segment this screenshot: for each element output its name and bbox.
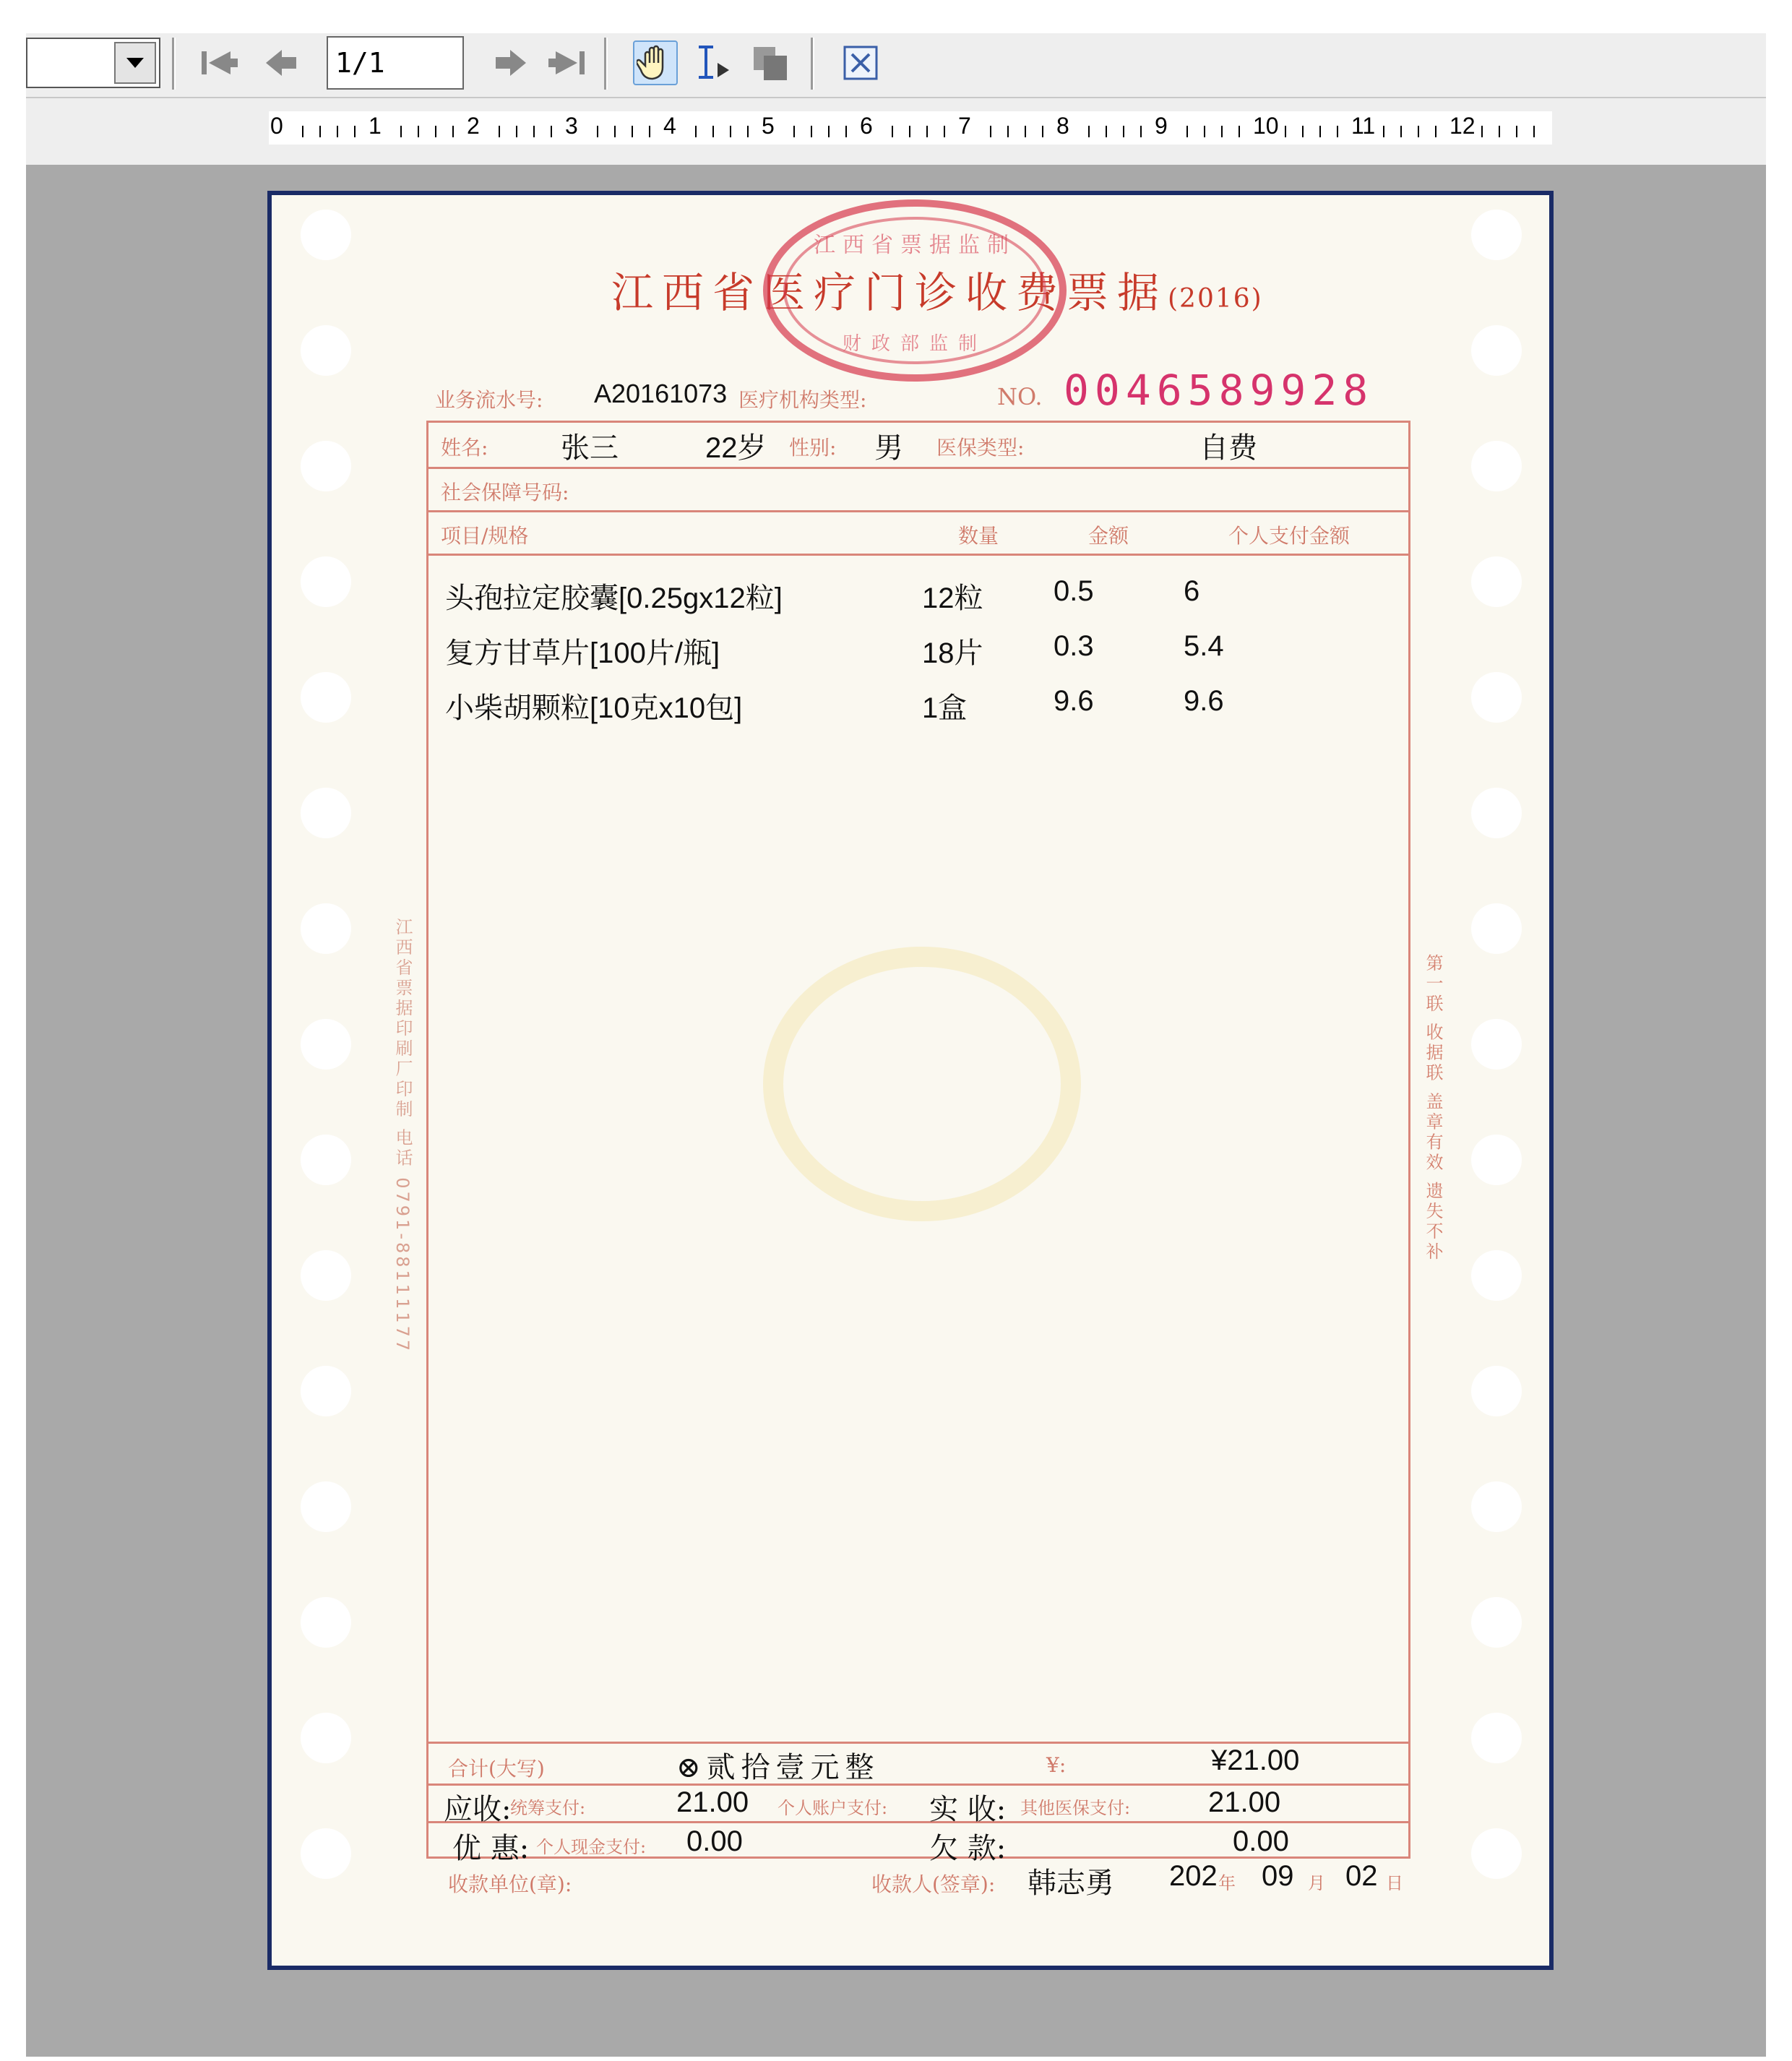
patient-age: 22岁 <box>705 432 767 464</box>
total-label: 合计(大写) <box>448 1757 545 1781</box>
perforation-hole <box>1471 210 1522 260</box>
ruler-area <box>26 98 1766 165</box>
total-in-words <box>676 1744 880 1786</box>
horizontal-ruler <box>269 111 1552 145</box>
item-qty: 1盒 <box>922 692 968 724</box>
personal-account-label: 个人账户支付: <box>777 1798 888 1818</box>
perforation-hole <box>301 556 351 607</box>
ruler-tick <box>337 126 338 137</box>
official-seal <box>763 199 1067 382</box>
ruler-tick <box>1383 126 1384 137</box>
perforation-hole <box>301 1019 351 1070</box>
serial-value: A20161073 <box>594 379 728 408</box>
perforation-hole <box>301 1135 351 1185</box>
payee-unit-label: 收款单位(章): <box>448 1872 572 1896</box>
perforation-hole <box>301 1366 351 1416</box>
ruler-number: 1 <box>369 113 382 139</box>
ruler-tick <box>1400 126 1402 137</box>
patient-name: 张三 <box>561 432 619 464</box>
item-qty: 12粒 <box>922 582 983 614</box>
row-divider <box>426 467 1410 469</box>
ruler-tick <box>551 126 552 137</box>
ruler-tick <box>909 126 910 137</box>
ruler-tick <box>1481 126 1483 137</box>
row-divider <box>426 554 1410 556</box>
copy-info-text: 第一联 收据联 盖章有效 遗失不补 <box>1423 954 1443 1262</box>
ruler-tick <box>1285 126 1286 137</box>
perforation-hole <box>301 210 351 260</box>
receipt-year: (2016) <box>1168 284 1263 314</box>
document-page <box>267 191 1554 1970</box>
ruler-tick <box>1186 126 1188 137</box>
ruler-tick <box>400 126 402 137</box>
ruler-tick <box>1025 126 1026 137</box>
prev-page-button[interactable] <box>259 40 303 85</box>
perforation-hole <box>301 1597 351 1648</box>
toolbar <box>26 33 1766 98</box>
ruler-number: 11 <box>1351 113 1376 139</box>
receivable-label: 应收: <box>444 1793 512 1826</box>
owed-value: 0.00 <box>1233 1825 1289 1857</box>
receivable-value: 21.00 <box>676 1786 749 1818</box>
column-header-amount: 金额 <box>1088 524 1129 548</box>
row-divider <box>426 510 1410 512</box>
perforation-hole <box>301 441 351 491</box>
toolbar-separator <box>811 38 814 90</box>
ruler-number: 12 <box>1449 113 1476 139</box>
ruler-tick <box>1533 126 1535 137</box>
total-words-text: 贰拾壹元整 <box>706 1751 880 1784</box>
ruler-tick <box>1042 126 1043 137</box>
perforation-hole <box>1471 672 1522 723</box>
date-month-label: 月 <box>1308 1873 1325 1893</box>
ruler-tick <box>712 126 714 137</box>
item-qty: 18片 <box>922 637 983 669</box>
row-divider <box>426 1742 1410 1744</box>
ruler-number: 5 <box>762 113 775 139</box>
received-label: 实 收: <box>929 1793 1007 1826</box>
ruler-tick <box>499 126 500 137</box>
ruler-tick <box>1418 126 1419 137</box>
ruler-number: 3 <box>565 113 578 139</box>
item-name: 小柴胡颗粒[10克x10包] <box>445 692 743 724</box>
ruler-tick <box>1319 126 1321 137</box>
yen-label: ¥: <box>1046 1753 1067 1777</box>
ruler-tick <box>811 126 812 137</box>
ruler-number: 6 <box>860 113 873 139</box>
institution-type-label: 医疗机构类型: <box>738 388 867 412</box>
item-name: 头孢拉定胶囊[0.25gx12粒] <box>445 582 783 614</box>
receipt-title-text: 江西省医疗门诊收费票据 <box>611 268 1168 317</box>
page-number-input[interactable]: 1/1 <box>327 36 464 90</box>
ruler-number: 2 <box>467 113 480 139</box>
ruler-tick <box>1239 126 1240 137</box>
ruler-tick <box>845 126 847 137</box>
perforation-hole <box>301 788 351 838</box>
cash-label: 个人现金支付: <box>536 1837 647 1857</box>
perforation-hole <box>1471 903 1522 954</box>
ruler-tick <box>1204 126 1205 137</box>
patient-gender: 男 <box>874 432 903 464</box>
item-personal: 6 <box>1184 575 1200 607</box>
ruler-number: 7 <box>958 113 971 139</box>
collector-label: 收款人(签章): <box>871 1872 996 1896</box>
ruler-number: 4 <box>663 113 676 139</box>
perforation-hole <box>1471 1019 1522 1070</box>
date-month: 09 <box>1262 1860 1294 1892</box>
first-page-button[interactable] <box>197 40 241 85</box>
perforation-hole <box>301 672 351 723</box>
total-amount: ¥21.00 <box>1211 1744 1300 1776</box>
ruler-tick <box>1499 126 1500 137</box>
item-amount: 0.3 <box>1054 630 1094 662</box>
ruler-tick <box>435 126 436 137</box>
ruler-tick <box>747 126 749 137</box>
ruler-tick <box>1516 126 1517 137</box>
perforation-hole <box>1471 1135 1522 1185</box>
item-amount: 9.6 <box>1054 685 1094 717</box>
insurance-type-label: 医保类型: <box>936 436 1025 460</box>
receipt-number: 0046589928 <box>1064 366 1374 415</box>
text-select-button[interactable] <box>691 40 736 85</box>
ruler-tick <box>1123 126 1124 137</box>
ruler-tick <box>1221 126 1223 137</box>
ruler-tick <box>649 126 650 137</box>
perforation-hole <box>301 1828 351 1879</box>
ruler-tick <box>926 126 928 137</box>
column-header-personal: 个人支付金额 <box>1228 524 1351 548</box>
ruler-tick <box>1337 126 1338 137</box>
column-header-item: 项目/规格 <box>441 524 529 548</box>
total-words-prefix: ⊗ <box>676 1751 707 1784</box>
date-day-label: 日 <box>1386 1873 1403 1893</box>
ruler-tick <box>793 126 795 137</box>
zoom-select[interactable] <box>26 38 160 88</box>
ruler-tick <box>533 126 535 137</box>
toolbar-separator <box>172 38 176 90</box>
perforation-hole <box>1471 556 1522 607</box>
insurance-type: 自费 <box>1199 432 1257 464</box>
ruler-tick <box>516 126 517 137</box>
ruler-tick <box>1088 126 1090 137</box>
ruler-tick <box>1007 126 1009 137</box>
arrow-right-icon <box>493 47 529 79</box>
ruler-tick <box>1140 126 1142 137</box>
copy-icon <box>751 43 791 83</box>
row-divider <box>426 1784 1410 1786</box>
no-label: NO. <box>997 383 1043 410</box>
row-divider <box>426 1821 1410 1823</box>
ruler-tick <box>1302 126 1304 137</box>
perforation-hole <box>1471 788 1522 838</box>
report-viewer <box>26 33 1766 2057</box>
next-page-button[interactable] <box>488 40 533 85</box>
last-page-button[interactable] <box>545 40 590 85</box>
date-day: 02 <box>1345 1860 1378 1892</box>
ruler-tick <box>695 126 697 137</box>
collector-name: 韩志勇 <box>1028 1867 1114 1899</box>
ruler-tick <box>614 126 616 137</box>
ruler-tick <box>418 126 419 137</box>
date-year: 202 <box>1169 1860 1218 1892</box>
receipt-paper <box>272 195 1549 1966</box>
ruler-tick <box>632 126 633 137</box>
seal-top-text: 江西省票据监制 <box>814 233 1016 258</box>
perforation-hole <box>1471 1828 1522 1879</box>
ruler-tick <box>990 126 991 137</box>
perforation-hole <box>301 903 351 954</box>
toolbar-separator <box>604 38 608 90</box>
ruler-tick <box>828 126 830 137</box>
discount-label: 优 惠: <box>452 1832 530 1865</box>
chevron-down-icon <box>126 58 144 68</box>
ruler-tick <box>944 126 945 137</box>
text-cursor-icon <box>693 43 733 83</box>
gender-label: 性别: <box>789 436 837 460</box>
perforation-hole <box>1471 1366 1522 1416</box>
ruler-tick <box>319 126 321 137</box>
perforation-hole <box>301 1713 351 1763</box>
first-page-icon <box>199 47 239 79</box>
serial-label: 业务流水号: <box>435 388 543 412</box>
received-value: 21.00 <box>1208 1786 1281 1818</box>
name-label: 姓名: <box>441 436 488 460</box>
arrow-left-icon <box>263 47 299 79</box>
plan-pay-label: 统筹支付: <box>510 1798 586 1818</box>
perforation-hole <box>1471 1597 1522 1648</box>
owed-label: 欠 款: <box>929 1832 1007 1865</box>
hand-tool-button[interactable] <box>633 40 678 85</box>
perforation-hole <box>301 1481 351 1532</box>
ruler-number: 10 <box>1253 113 1279 139</box>
perforation-hole <box>1471 1481 1522 1532</box>
social-security-label: 社会保障号码: <box>441 481 569 504</box>
perforation-hole <box>1471 1713 1522 1763</box>
dropdown-button[interactable] <box>114 42 156 84</box>
ruler-number: 0 <box>270 113 283 139</box>
perforation-hole <box>301 1250 351 1301</box>
item-amount: 0.5 <box>1054 575 1094 607</box>
ruler-tick <box>597 126 598 137</box>
ruler-tick <box>1435 126 1436 137</box>
perforation-hole <box>1471 441 1522 491</box>
ruler-tick <box>302 126 303 137</box>
column-header-qty: 数量 <box>958 524 999 548</box>
ruler-number: 9 <box>1155 113 1168 139</box>
ruler-tick <box>892 126 893 137</box>
ruler-number: 8 <box>1056 113 1069 139</box>
item-personal: 5.4 <box>1184 630 1224 662</box>
item-personal: 9.6 <box>1184 685 1224 717</box>
perforation-hole <box>301 325 351 376</box>
ruler-tick <box>354 126 356 137</box>
hand-icon <box>637 44 674 82</box>
ruler-tick <box>452 126 454 137</box>
close-icon <box>842 44 879 82</box>
ruler-tick <box>1106 126 1107 137</box>
ruler-tick <box>730 126 731 137</box>
perforation-hole <box>1471 1250 1522 1301</box>
seal-bottom-text: 财政部监制 <box>842 333 987 355</box>
other-insurance-label: 其他医保支付: <box>1020 1798 1131 1818</box>
perforation-hole <box>1471 325 1522 376</box>
item-name: 复方甘草片[100片/瓶] <box>445 637 720 669</box>
last-page-icon <box>547 47 587 79</box>
discount-value: 0.00 <box>686 1825 743 1857</box>
copy-button[interactable] <box>749 40 793 85</box>
printer-info-text: 江西省票据印刷厂印制 电话 0791-88111177 <box>392 918 413 1354</box>
close-button[interactable] <box>838 40 883 85</box>
date-year-label: 年 <box>1218 1873 1236 1893</box>
